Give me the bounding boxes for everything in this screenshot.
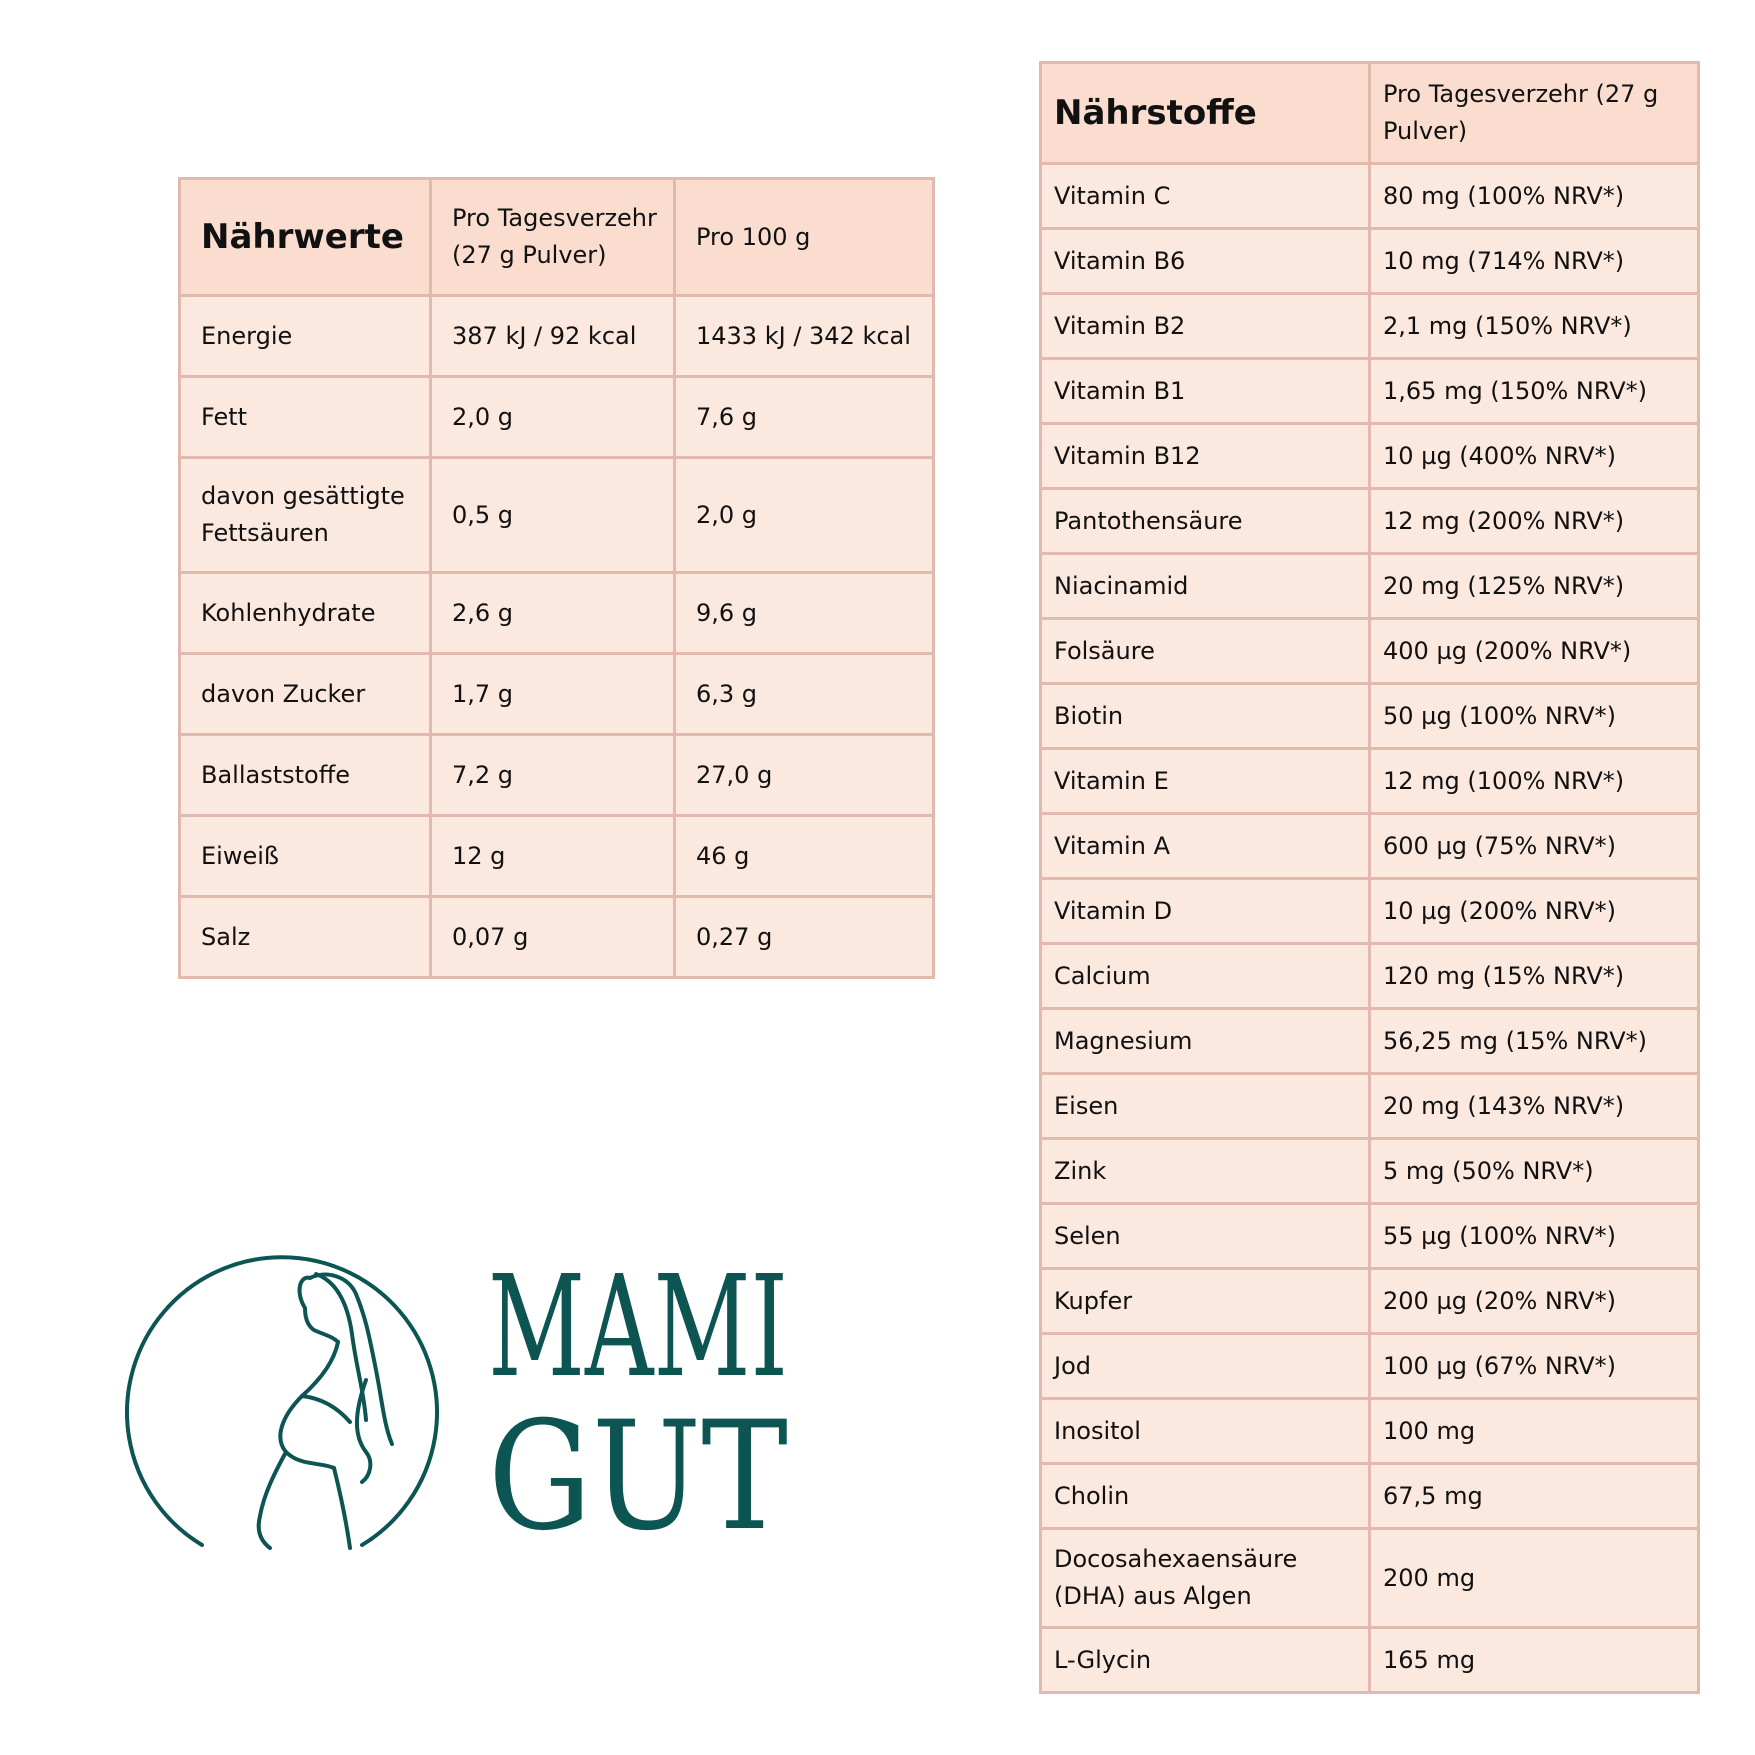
- value-cell: 46 g: [675, 816, 934, 897]
- row-label-cell: Kupfer: [1041, 1269, 1370, 1334]
- row-label-cell: Selen: [1041, 1204, 1370, 1269]
- header-cell: Pro Tagesverzehr (27 g Pulver): [1370, 63, 1699, 164]
- table-row: [180, 654, 934, 735]
- table-row: [1041, 814, 1699, 879]
- table-row: [1041, 1628, 1699, 1693]
- row-label-cell: davon Zucker: [180, 654, 431, 735]
- value-cell: 56,25 mg (15% NRV*): [1370, 1009, 1699, 1074]
- value-cell: 2,1 mg (150% NRV*): [1370, 294, 1699, 359]
- row-label-cell: Zink: [1041, 1139, 1370, 1204]
- value-cell: 12 mg (200% NRV*): [1370, 489, 1699, 554]
- table-row: [1041, 229, 1699, 294]
- value-cell: 50 µg (100% NRV*): [1370, 684, 1699, 749]
- table-header-row: [1041, 63, 1699, 164]
- row-label-cell: Vitamin D: [1041, 879, 1370, 944]
- value-cell: 0,07 g: [431, 897, 675, 978]
- table-row: [1041, 1529, 1699, 1628]
- table-row: [1041, 424, 1699, 489]
- row-label-cell: Vitamin E: [1041, 749, 1370, 814]
- row-label-cell: Calcium: [1041, 944, 1370, 1009]
- value-cell: 27,0 g: [675, 735, 934, 816]
- value-cell: 120 mg (15% NRV*): [1370, 944, 1699, 1009]
- value-cell: 2,6 g: [431, 573, 675, 654]
- value-cell: 6,3 g: [675, 654, 934, 735]
- value-cell: 12 g: [431, 816, 675, 897]
- row-label-cell: Folsäure: [1041, 619, 1370, 684]
- header-cell: Pro Tagesverzehr (27 g Pulver): [431, 179, 675, 296]
- table-row: [1041, 1464, 1699, 1529]
- value-cell: 67,5 mg: [1370, 1464, 1699, 1529]
- table-row: [180, 377, 934, 458]
- value-cell: 200 mg: [1370, 1529, 1699, 1628]
- value-cell: 10 µg (200% NRV*): [1370, 879, 1699, 944]
- header-cell: Nährstoffe: [1041, 63, 1370, 164]
- table-row: [1041, 944, 1699, 1009]
- header-cell: Pro 100 g: [675, 179, 934, 296]
- header-cell: Nährwerte: [180, 179, 431, 296]
- table-row: [180, 573, 934, 654]
- table-row: [1041, 684, 1699, 749]
- table-row: [1041, 1269, 1699, 1334]
- value-cell: 7,2 g: [431, 735, 675, 816]
- row-label-cell: Biotin: [1041, 684, 1370, 749]
- table-row: [180, 816, 934, 897]
- row-label-cell: Niacinamid: [1041, 554, 1370, 619]
- table-row: [1041, 359, 1699, 424]
- value-cell: 20 mg (143% NRV*): [1370, 1074, 1699, 1139]
- table-header-row: [180, 179, 934, 296]
- naehrwerte-table: [178, 177, 935, 979]
- table-row: [180, 296, 934, 377]
- value-cell: 600 µg (75% NRV*): [1370, 814, 1699, 879]
- table-row: [1041, 1204, 1699, 1269]
- value-cell: 1433 kJ / 342 kcal: [675, 296, 934, 377]
- row-label-cell: Ballaststoffe: [180, 735, 431, 816]
- row-label-cell: Eiweiß: [180, 816, 431, 897]
- value-cell: 7,6 g: [675, 377, 934, 458]
- value-cell: 12 mg (100% NRV*): [1370, 749, 1699, 814]
- value-cell: 100 µg (67% NRV*): [1370, 1334, 1699, 1399]
- value-cell: 200 µg (20% NRV*): [1370, 1269, 1699, 1334]
- row-label-cell: Pantothensäure: [1041, 489, 1370, 554]
- value-cell: 2,0 g: [431, 377, 675, 458]
- row-label-cell: Cholin: [1041, 1464, 1370, 1529]
- table-row: [1041, 749, 1699, 814]
- row-label-cell: Inositol: [1041, 1399, 1370, 1464]
- value-cell: 9,6 g: [675, 573, 934, 654]
- value-cell: 5 mg (50% NRV*): [1370, 1139, 1699, 1204]
- value-cell: 400 µg (200% NRV*): [1370, 619, 1699, 684]
- table-row: [1041, 879, 1699, 944]
- table-row: [1041, 1399, 1699, 1464]
- table-row: [180, 735, 934, 816]
- value-cell: 100 mg: [1370, 1399, 1699, 1464]
- value-cell: 80 mg (100% NRV*): [1370, 164, 1699, 229]
- value-cell: 10 mg (714% NRV*): [1370, 229, 1699, 294]
- pregnant-woman-line-art-icon: [127, 1257, 437, 1548]
- row-label-cell: L-Glycin: [1041, 1628, 1370, 1693]
- table-row: [180, 458, 934, 573]
- table-row: [1041, 164, 1699, 229]
- row-label-cell: Salz: [180, 897, 431, 978]
- table-row: [1041, 1009, 1699, 1074]
- row-label-cell: davon gesättigte Fettsäuren: [180, 458, 431, 573]
- row-label-cell: Docosahexaensäure (DHA) aus Algen: [1041, 1529, 1370, 1628]
- value-cell: 165 mg: [1370, 1628, 1699, 1693]
- value-cell: 1,7 g: [431, 654, 675, 735]
- value-cell: 0,5 g: [431, 458, 675, 573]
- row-label-cell: Vitamin B6: [1041, 229, 1370, 294]
- row-label-cell: Fett: [180, 377, 431, 458]
- row-label-cell: Vitamin C: [1041, 164, 1370, 229]
- row-label-cell: Eisen: [1041, 1074, 1370, 1139]
- logo-text-mami: MAMI: [488, 1246, 788, 1409]
- row-label-cell: Magnesium: [1041, 1009, 1370, 1074]
- row-label-cell: Vitamin B1: [1041, 359, 1370, 424]
- value-cell: 10 µg (400% NRV*): [1370, 424, 1699, 489]
- row-label-cell: Vitamin B12: [1041, 424, 1370, 489]
- value-cell: 20 mg (125% NRV*): [1370, 554, 1699, 619]
- table-row: [1041, 1074, 1699, 1139]
- value-cell: 0,27 g: [675, 897, 934, 978]
- table-row: [1041, 1334, 1699, 1399]
- value-cell: 2,0 g: [675, 458, 934, 573]
- logo-text-gut: GUT: [488, 1390, 788, 1564]
- table-row: [180, 897, 934, 978]
- table-row: [1041, 1139, 1699, 1204]
- value-cell: 55 µg (100% NRV*): [1370, 1204, 1699, 1269]
- value-cell: 387 kJ / 92 kcal: [431, 296, 675, 377]
- row-label-cell: Vitamin A: [1041, 814, 1370, 879]
- mami-gut-logo: [170, 1230, 840, 1564]
- value-cell: 1,65 mg (150% NRV*): [1370, 359, 1699, 424]
- table-row: [1041, 554, 1699, 619]
- table-row: [1041, 619, 1699, 684]
- table-row: [1041, 294, 1699, 359]
- table-row: [1041, 489, 1699, 554]
- naehrstoffe-table: [1039, 61, 1700, 1694]
- row-label-cell: Kohlenhydrate: [180, 573, 431, 654]
- row-label-cell: Energie: [180, 296, 431, 377]
- row-label-cell: Vitamin B2: [1041, 294, 1370, 359]
- row-label-cell: Jod: [1041, 1334, 1370, 1399]
